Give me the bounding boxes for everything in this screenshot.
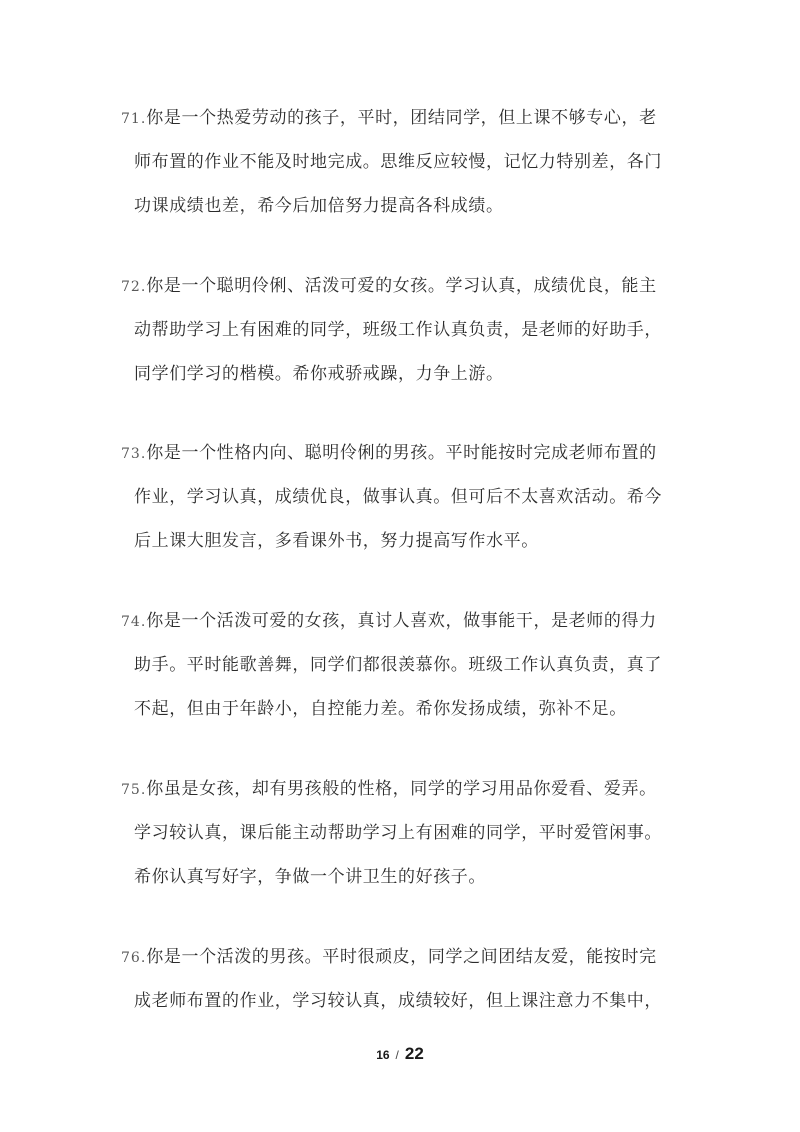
page-separator: /: [395, 1048, 399, 1062]
entry-line: 成老师布置的作业，学习较认真，成绩较好，但上课注意力不集中，: [134, 991, 662, 1011]
entry-text: 你是一个活泼可爱的女孩，真讨人喜欢，做事能干，是老师的得力: [146, 611, 657, 631]
entry-line-first: [121, 96, 701, 140]
comment-entry-73: [121, 431, 701, 563]
entry-number: 73.: [121, 446, 147, 462]
entry-text: 你是一个性格内向、聪明伶俐的男孩。平时能按时完成老师布置的: [146, 443, 657, 463]
entry-number: 72.: [121, 279, 147, 295]
entry-line: 希你认真写好字，争做一个讲卫生的好孩子。: [134, 867, 486, 887]
entry-number: 71.: [121, 111, 147, 127]
entry-number: 76.: [121, 950, 147, 966]
comment-entry-75: [121, 767, 701, 899]
entry-text: 你是一个活泼的男孩。平时很顽皮，同学之间团结友爱，能按时完: [146, 947, 657, 967]
page-footer: [0, 1044, 800, 1064]
entry-number: 75.: [121, 782, 147, 798]
entry-line: 后上课大胆发言，多看课外书，努力提高写作水平。: [134, 531, 539, 551]
comment-entry-74: [121, 599, 701, 731]
entry-line: 不起，但由于年龄小，自控能力差。希你发扬成绩，弥补不足。: [134, 699, 627, 719]
entry-line-first: [121, 935, 701, 979]
entry-line: 功课成绩也差，希今后加倍努力提高各科成绩。: [134, 196, 504, 216]
comment-entry-71: [121, 96, 701, 228]
entry-number: 74.: [121, 614, 147, 630]
comment-entry-72: [121, 264, 701, 396]
entry-line: 学习较认真，课后能主动帮助学习上有困难的同学，平时爱管闲事。: [134, 823, 662, 843]
entry-line-first: [121, 264, 701, 308]
entry-text: 你虽是女孩，却有男孩般的性格，同学的学习用品你爱看、爱弄。: [146, 779, 657, 799]
entry-line-first: [121, 767, 701, 811]
current-page-number: 16: [376, 1048, 390, 1062]
entry-line: 助手。平时能歌善舞，同学们都很羡慕你。班级工作认真负责，真了: [134, 655, 662, 675]
entry-line: 师布置的作业不能及时地完成。思维反应较慢，记忆力特别差，各门: [134, 152, 662, 172]
comment-entry-76: [121, 935, 701, 1023]
entry-line: 同学们学习的楷模。希你戒骄戒躁，力争上游。: [134, 364, 504, 384]
entry-line-first: [121, 599, 701, 643]
total-pages-number: 22: [404, 1044, 424, 1063]
entry-line: 动帮助学习上有困难的同学，班级工作认真负责，是老师的好助手，: [134, 320, 662, 340]
entry-text: 你是一个热爱劳动的孩子，平时，团结同学，但上课不够专心，老: [146, 108, 657, 128]
entry-text: 你是一个聪明伶俐、活泼可爱的女孩。学习认真，成绩优良，能主: [146, 276, 657, 296]
entry-line-first: [121, 431, 701, 475]
entry-line: 作业，学习认真，成绩优良，做事认真。但可后不太喜欢活动。希今: [134, 487, 662, 507]
